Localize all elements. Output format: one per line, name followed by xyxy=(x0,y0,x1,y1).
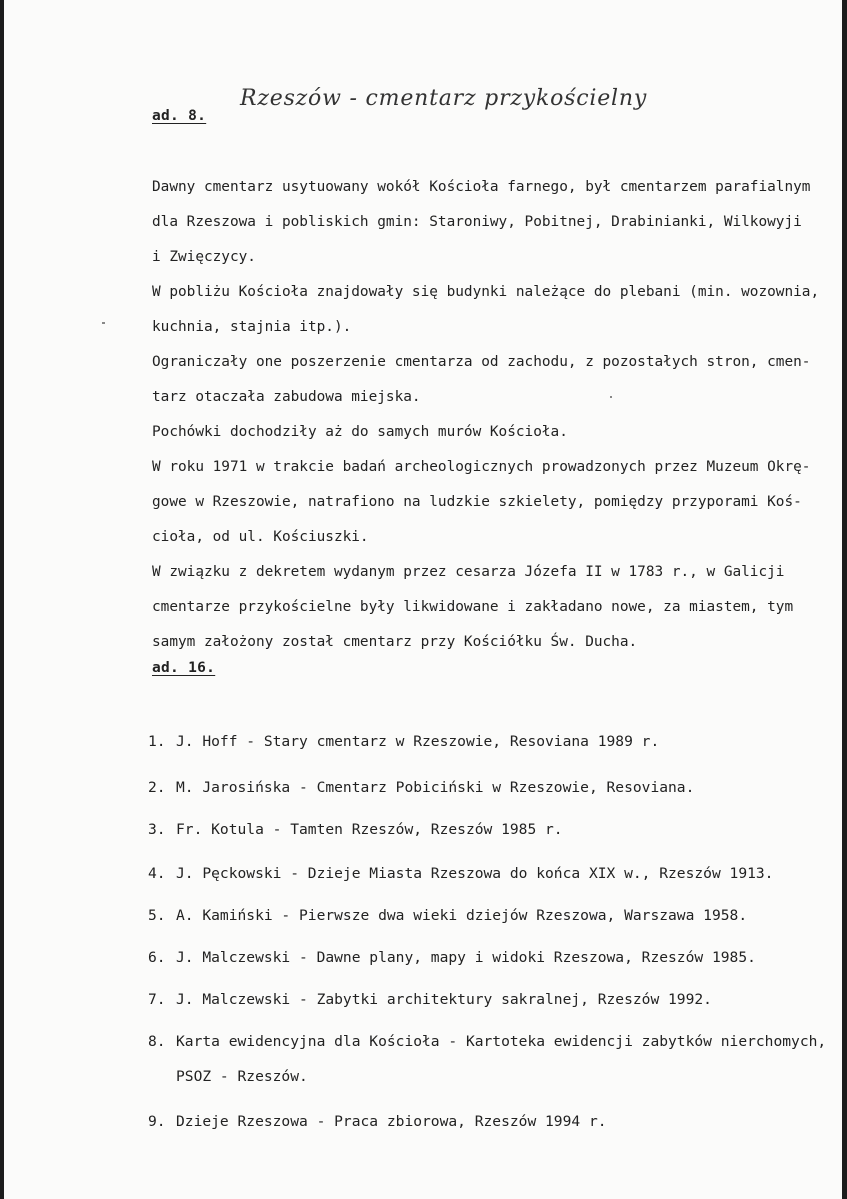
reference-text: Karta ewidencyjna dla Kościoła - Kartoteka ewidencji zabytków nierchomych, xyxy=(176,1033,827,1050)
body-line: W roku 1971 w trakcie badań archeologicznych prowadzonych przez Muzeum Okrę- xyxy=(152,459,811,475)
reference-number: 3. xyxy=(148,821,166,838)
reference-number: 8. xyxy=(148,1033,166,1050)
reference-number: 2. xyxy=(148,779,166,796)
reference-text: J. Malczewski - Dawne plany, mapy i widoki Rzeszowa, Rzeszów 1985. xyxy=(176,949,756,966)
scan-speck xyxy=(610,396,612,398)
body-line: cmentarze przykościelne były likwidowane i zakładano nowe, za miastem, tym xyxy=(152,599,794,615)
section-label-ad16: ad. 16. xyxy=(152,660,216,676)
reference-number: 5. xyxy=(148,907,166,924)
reference-number: 4. xyxy=(148,865,166,882)
body-line: Ograniczały one poszerzenie cmentarza od zachodu, z pozostałych stron, cmen- xyxy=(152,354,811,370)
reference-item xyxy=(148,812,818,847)
reference-item xyxy=(148,1104,818,1139)
reference-text-continued: PSOZ - Rzeszów. xyxy=(176,1068,308,1085)
section-label-ad8: ad. 8. xyxy=(152,108,207,124)
document-page xyxy=(4,0,842,1199)
body-line: Dawny cmentarz usytuowany wokół Kościoła farnego, był cmentarzem parafialnym xyxy=(152,179,811,195)
reference-item xyxy=(148,770,818,805)
reference-text: Fr. Kotula - Tamten Rzeszów, Rzeszów 1985 r. xyxy=(176,821,563,838)
reference-number: 1. xyxy=(148,733,166,750)
body-line: i Zwięczycy. xyxy=(152,249,256,265)
body-line: samym założony został cmentarz przy Kościółku Św. Ducha. xyxy=(152,634,638,650)
reference-text: Dzieje Rzeszowa - Praca zbiorowa, Rzeszów 1994 r. xyxy=(176,1113,607,1130)
handwritten-title: Rzeszów - cmentarz przykościelny xyxy=(240,86,648,111)
body-line: W związku z dekretem wydanym przez cesarza Józefa II w 1783 r., w Galicji xyxy=(152,564,785,580)
reference-text: J. Malczewski - Zabytki architektury sakralnej, Rzeszów 1992. xyxy=(176,991,712,1008)
reference-number: 9. xyxy=(148,1113,166,1130)
body-paragraphs xyxy=(152,170,820,660)
reference-text: J. Hoff - Stary cmentarz w Rzeszowie, Resoviana 1989 r. xyxy=(176,733,660,750)
reference-item xyxy=(148,856,818,891)
reference-item xyxy=(148,940,818,975)
reference-number: 6. xyxy=(148,949,166,966)
reference-item xyxy=(148,898,818,933)
body-line: cioła, od ul. Kościuszki. xyxy=(152,529,369,545)
scan-speck xyxy=(102,322,105,324)
reference-text: J. Pęckowski - Dzieje Miasta Rzeszowa do końca XIX w., Rzeszów 1913. xyxy=(176,865,774,882)
body-line: W pobliżu Kościoła znajdowały się budynki należące do plebani (min. wozownia, xyxy=(152,284,820,300)
body-line: kuchnia, stajnia itp.). xyxy=(152,319,352,335)
reference-item xyxy=(148,724,818,759)
reference-text: M. Jarosińska - Cmentarz Pobiciński w Rzeszowie, Resoviana. xyxy=(176,779,695,796)
body-line: dla Rzeszowa i pobliskich gmin: Staroniwy, Pobitnej, Drabinianki, Wilkowyji xyxy=(152,214,802,230)
reference-number: 7. xyxy=(148,991,166,1008)
body-line: gowe w Rzeszowie, natrafiono na ludzkie szkielety, pomiędzy przyporami Koś- xyxy=(152,494,802,510)
body-line: tarz otaczała zabudowa miejska. xyxy=(152,389,421,405)
body-line: Pochówki dochodziły aż do samych murów Kościoła. xyxy=(152,424,568,440)
reference-item xyxy=(148,1024,827,1094)
reference-text: A. Kamiński - Pierwsze dwa wieki dziejów Rzeszowa, Warszawa 1958. xyxy=(176,907,748,924)
reference-item xyxy=(148,982,818,1017)
